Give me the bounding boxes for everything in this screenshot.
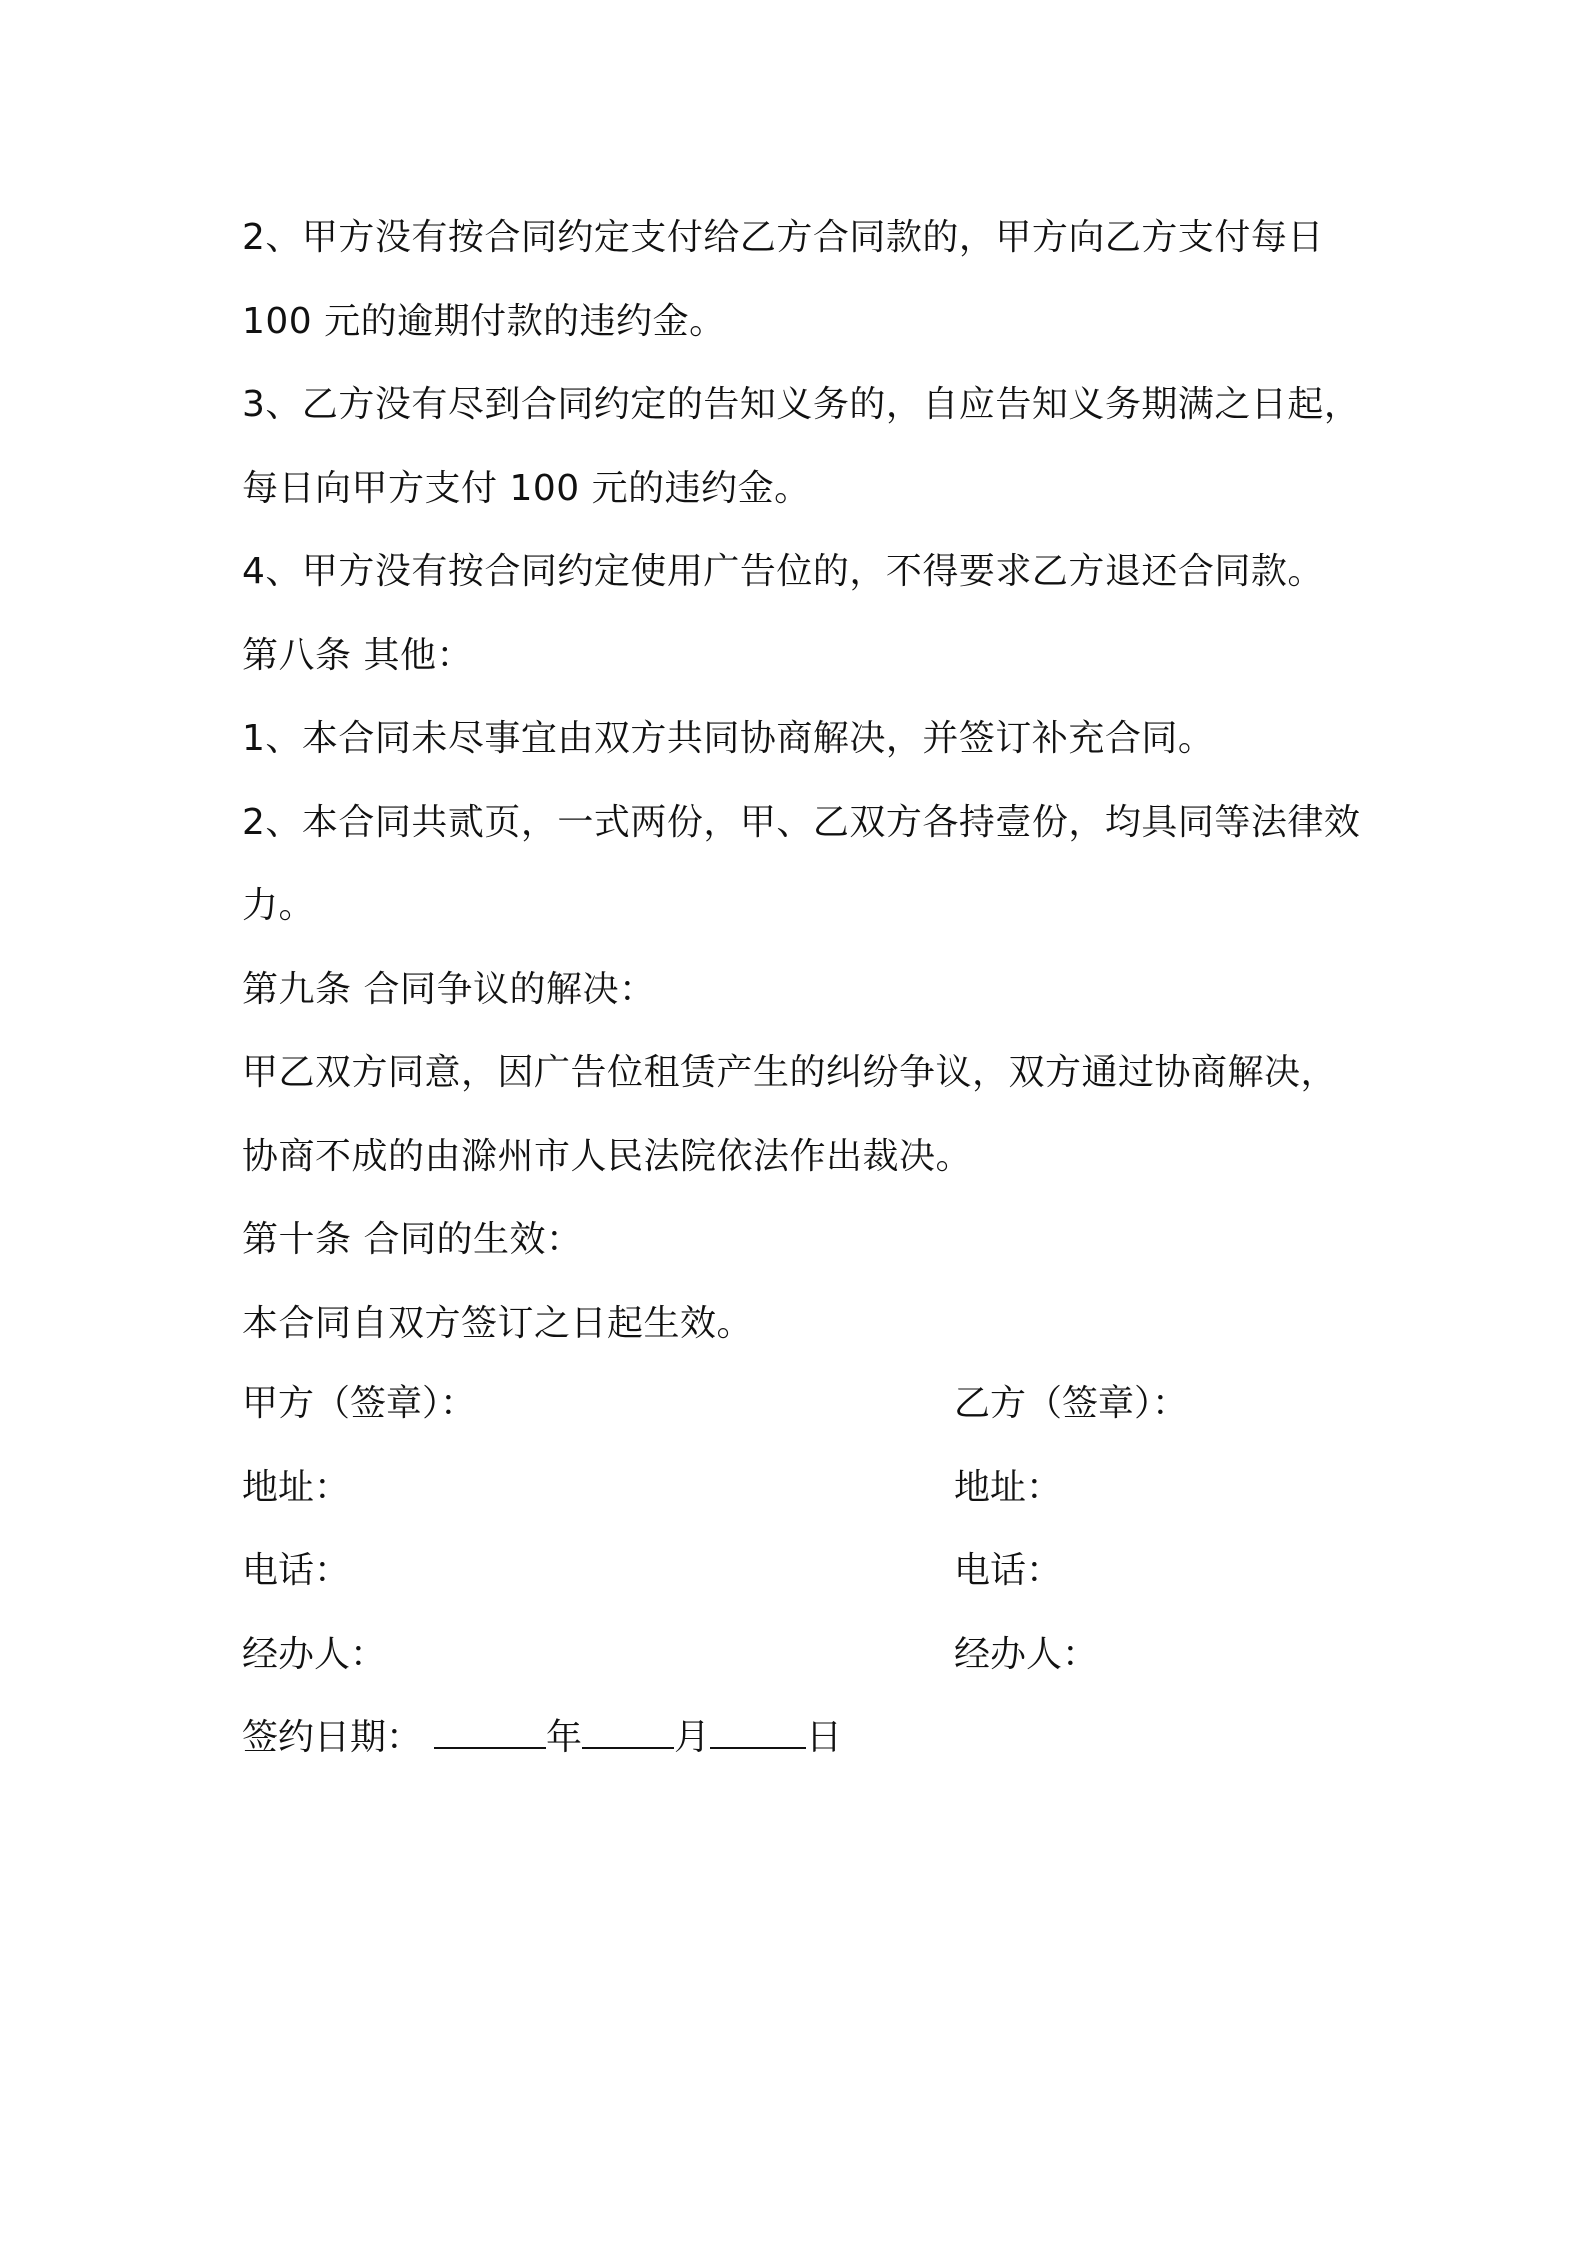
signature-row <box>242 1362 1362 1446</box>
article-10-text: 本合同自双方签订之日起生效。 <box>242 1302 754 1344</box>
article-8-heading: 第八条 其他： <box>242 634 473 676</box>
year-label: 年 <box>546 1717 583 1758</box>
phone-row <box>242 1529 1362 1613</box>
address-row <box>242 1446 1362 1530</box>
party-b-phone-label: 电话： <box>954 1550 1063 1591</box>
clause-3-notice-penalty: 3、乙方没有尽到合同约定的告知义务的，自应告知义务期满之日起，每日向甲方支付 100 元的违约金。 <box>242 384 1361 509</box>
year-blank-line <box>434 1699 546 1749</box>
month-blank-line <box>582 1699 674 1749</box>
signature-block <box>242 1362 1362 1780</box>
month-label: 月 <box>674 1717 711 1758</box>
article-9-text: 甲乙双方同意，因广告位租赁产生的纠纷争议，双方通过协商解决，协商不成的由滁州市人民法院依法作出裁决。 <box>242 1052 1338 1177</box>
article-8-item-1: 1、本合同未尽事宜由双方共同协商解决，并签订补充合同。 <box>242 718 1215 759</box>
party-a-handler-label: 经办人： <box>242 1633 387 1675</box>
party-a-address-label: 地址： <box>242 1466 351 1508</box>
party-b-handler-label: 经办人： <box>954 1633 1099 1675</box>
day-label: 日 <box>806 1717 843 1758</box>
party-a-signature-label: 甲方（签章）： <box>242 1383 477 1424</box>
handler-row <box>242 1613 1362 1697</box>
day-blank-line <box>710 1699 806 1749</box>
contract-body <box>242 196 1362 1365</box>
clause-4-no-refund: 4、甲方没有按合同约定使用广告位的，不得要求乙方退还合同款。 <box>242 551 1324 592</box>
signing-date-label: 签约日期： <box>242 1717 423 1758</box>
article-10-heading: 第十条 合同的生效： <box>242 1219 583 1260</box>
party-b-signature-label: 乙方（签章）： <box>954 1383 1189 1424</box>
article-8-item-2: 2、本合同共贰页，一式两份，甲、乙双方各持壹份，均具同等法律效力。 <box>242 801 1361 926</box>
signing-date-row <box>242 1696 1362 1780</box>
party-a-phone-label: 电话： <box>242 1550 351 1591</box>
clause-2-payment-penalty: 2、甲方没有按合同约定支付给乙方合同款的，甲方向乙方支付每日100 元的逾期付款的违约金。 <box>242 217 1324 342</box>
party-b-address-label: 地址： <box>954 1466 1063 1508</box>
article-9-heading: 第九条 合同争议的解决： <box>242 968 656 1010</box>
